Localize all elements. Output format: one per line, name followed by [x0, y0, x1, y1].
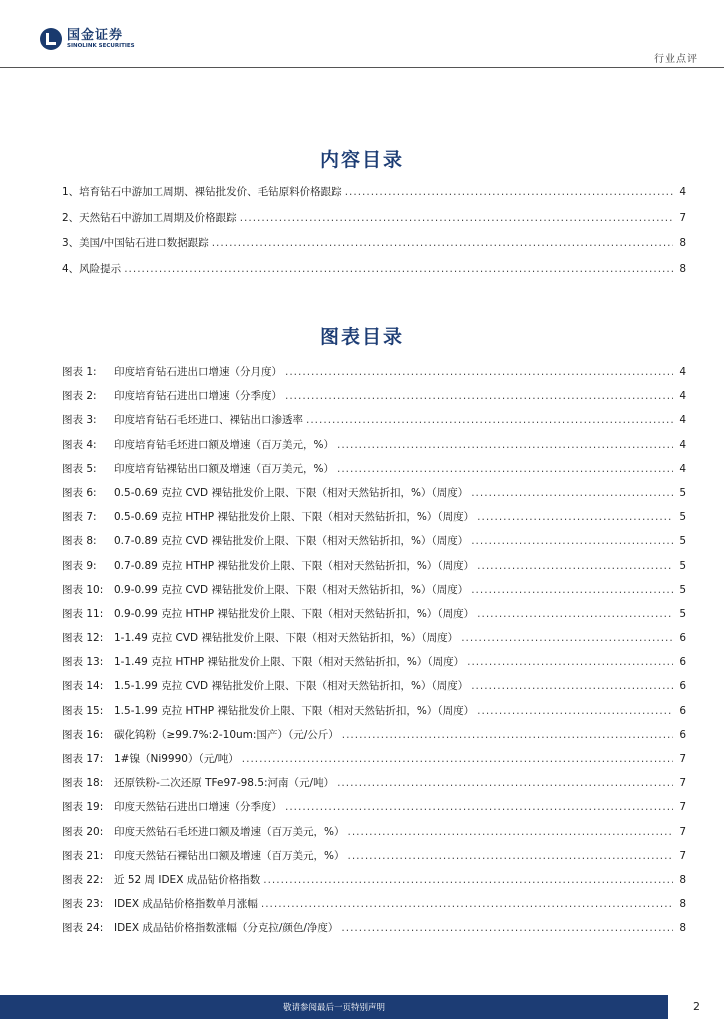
figure-number: 图表 7:: [62, 511, 97, 524]
dot-leader: [471, 535, 673, 547]
entry-page-number: 4: [679, 414, 686, 427]
figure-entry[interactable]: [62, 654, 686, 678]
figure-number: 图表 10:: [62, 583, 104, 596]
figure-entry[interactable]: [62, 872, 686, 896]
entry-page-number: 7: [679, 777, 686, 790]
entry-page-number: 4: [679, 186, 686, 198]
figure-entry[interactable]: [62, 461, 686, 485]
figure-entry[interactable]: [62, 606, 686, 630]
figure-title: 0.7-0.89 克拉 HTHP 裸钻批发价上限、下限（相对天然钻折扣，%）（周度）: [114, 559, 475, 572]
figure-entry[interactable]: [62, 437, 686, 461]
figure-number: 图表 19:: [62, 801, 104, 814]
figure-entry[interactable]: [62, 799, 686, 823]
contents-entry[interactable]: [62, 261, 686, 287]
entry-page-number: 6: [679, 632, 686, 645]
entry-page-number: 6: [679, 728, 686, 741]
logo-english-name: SINOLINK SECURITIES: [67, 42, 135, 49]
dot-leader: [263, 874, 673, 886]
figure-entry[interactable]: [62, 896, 686, 920]
contents-entry[interactable]: [62, 210, 686, 236]
figure-number: 图表 5:: [62, 462, 97, 475]
dot-leader: [242, 753, 673, 765]
entry-page-number: 8: [679, 237, 686, 250]
figure-number: 图表 1:: [62, 366, 97, 378]
figure-number: 图表 8:: [62, 535, 97, 548]
figure-entry[interactable]: [62, 848, 686, 872]
entry-page-number: 4: [679, 438, 686, 451]
entry-page-number: 4: [679, 390, 686, 403]
figure-number: 图表 12:: [62, 632, 104, 645]
entry-page-number: 7: [679, 849, 686, 862]
figure-number: 图表 4:: [62, 438, 97, 451]
dot-leader: [285, 390, 673, 402]
entry-page-number: 6: [679, 680, 686, 693]
figure-number: 图表 17:: [62, 753, 104, 765]
dot-leader: [477, 705, 673, 717]
entry-page-number: 8: [679, 873, 686, 886]
dot-leader: [285, 801, 673, 813]
figure-entry[interactable]: [62, 509, 686, 533]
dot-leader: [337, 463, 673, 475]
contents-entry-label: 3、美国/中国钻石进口数据跟踪: [62, 237, 209, 250]
figure-title: 1-1.49 克拉 CVD 裸钻批发价上限、下限（相对天然钻折扣，%）（周度）: [114, 632, 459, 645]
figure-number: 图表 18:: [62, 777, 104, 790]
page-footer: [0, 995, 724, 1024]
figure-title: 1#镍（Ni9990）（元/吨）: [114, 753, 239, 765]
contents-entry-label: 2、天然钻石中游加工周期及价格跟踪: [62, 211, 237, 224]
dot-leader: [467, 656, 673, 668]
footer-bar: [0, 995, 668, 1019]
dot-leader: [345, 186, 673, 198]
entry-page-number: 8: [679, 922, 686, 935]
dot-leader: [337, 439, 673, 451]
figure-entry[interactable]: [62, 533, 686, 557]
figure-title: 印度培育钻裸钻出口额及增速（百万美元，%）: [114, 462, 334, 475]
figure-entry[interactable]: [62, 582, 686, 606]
dot-leader: [240, 212, 673, 224]
dot-leader: [261, 898, 673, 910]
figure-number: 图表 23:: [62, 898, 104, 911]
dot-leader: [461, 632, 673, 644]
figure-title: 还原铁粉-二次还原 TFe97-98.5:河南（元/吨）: [114, 777, 335, 790]
figure-title: 0.5-0.69 克拉 HTHP 裸钻批发价上限、下限（相对天然钻折扣，%）（周度）: [114, 511, 475, 524]
figure-title: 0.7-0.89 克拉 CVD 裸钻批发价上限、下限（相对天然钻折扣，%）（周度）: [114, 535, 469, 548]
entry-page-number: 7: [679, 753, 686, 765]
page-header: [0, 0, 724, 70]
entry-page-number: 7: [679, 825, 686, 838]
figure-title: 碳化钨粉（≥99.7%:2-10um:国产）（元/公斤）: [114, 728, 339, 741]
figure-title: 0.5-0.69 克拉 CVD 裸钻批发价上限、下限（相对天然钻折扣，%）（周度）: [114, 486, 469, 499]
figure-title: IDEX 成品钻价格指数涨幅（分克拉/颜色/净度）: [114, 922, 339, 935]
figure-number: 图表 16:: [62, 728, 104, 741]
figure-title: 0.9-0.99 克拉 CVD 裸钻批发价上限、下限（相对天然钻折扣，%）（周度）: [114, 583, 469, 596]
contents-entry[interactable]: [62, 184, 686, 210]
contents-entry-label: 1、培育钻石中游加工周期、裸钻批发价、毛钻原料价格跟踪: [62, 186, 342, 198]
figure-number: 图表 13:: [62, 656, 104, 669]
figure-title: 印度培育钻石进出口增速（分季度）: [114, 390, 282, 403]
dot-leader: [347, 850, 673, 862]
figure-number: 图表 14:: [62, 680, 104, 693]
figures-title: 图表目录: [319, 326, 404, 348]
contents-entry[interactable]: [62, 235, 686, 261]
figure-number: 图表 6:: [62, 486, 97, 499]
dot-leader: [212, 237, 673, 249]
figure-entry[interactable]: [62, 678, 686, 702]
figure-entry[interactable]: [62, 558, 686, 582]
footer-disclaimer: 敬请参阅最后一页特别声明: [282, 1003, 385, 1013]
figure-entry[interactable]: [62, 412, 686, 436]
figure-entry[interactable]: [62, 920, 686, 944]
company-logo: [40, 28, 135, 50]
entry-page-number: 8: [679, 898, 686, 911]
figure-entry[interactable]: [62, 751, 686, 775]
page-number: 2: [693, 1000, 700, 1013]
dot-leader: [471, 487, 673, 499]
figure-entry[interactable]: [62, 703, 686, 727]
dot-leader: [341, 922, 673, 934]
header-divider: [0, 67, 724, 68]
figure-title: 印度培育钻毛坯进口额及增速（百万美元，%）: [114, 438, 334, 451]
entry-page-number: 6: [679, 704, 686, 717]
figure-entry[interactable]: [62, 485, 686, 509]
dot-leader: [477, 608, 673, 620]
dot-leader: [337, 777, 673, 789]
dot-leader: [471, 680, 673, 692]
entry-page-number: 5: [679, 486, 686, 499]
entry-page-number: 6: [679, 656, 686, 669]
dot-leader: [306, 414, 673, 426]
dot-leader: [124, 263, 673, 275]
figure-title: 印度天然钻石毛坯进口额及增速（百万美元，%）: [114, 825, 345, 838]
figure-title: 1.5-1.99 克拉 HTHP 裸钻批发价上限、下限（相对天然钻折扣，%）（周度）: [114, 704, 475, 717]
figure-entry[interactable]: [62, 727, 686, 751]
figure-entry[interactable]: [62, 775, 686, 799]
entry-page-number: 4: [679, 462, 686, 475]
logo-chinese-name: 国金证券: [67, 27, 124, 43]
figure-title: 1-1.49 克拉 HTHP 裸钻批发价上限、下限（相对天然钻折扣，%）（周度）: [114, 656, 465, 669]
logo-icon: [40, 28, 62, 50]
figure-title: 印度天然钻石裸钻出口额及增速（百万美元，%）: [114, 849, 345, 862]
figure-title: 近 52 周 IDEX 成品钻价格指数: [114, 873, 261, 886]
figure-entry[interactable]: [62, 630, 686, 654]
dot-leader: [285, 366, 673, 378]
figure-number: 图表 3:: [62, 414, 97, 427]
entry-page-number: 5: [679, 559, 686, 572]
entry-page-number: 7: [679, 801, 686, 814]
contents-title: 内容目录: [319, 149, 404, 171]
figure-number: 图表 15:: [62, 704, 104, 717]
figure-number: 图表 22:: [62, 873, 104, 886]
dot-leader: [477, 511, 673, 523]
figure-entry[interactable]: [62, 824, 686, 848]
figure-entry[interactable]: [62, 364, 686, 388]
figure-number: 图表 21:: [62, 849, 104, 862]
figure-title: 印度培育钻石进出口增速（分月度）: [114, 366, 282, 378]
entry-page-number: 5: [679, 583, 686, 596]
figure-entry[interactable]: [62, 388, 686, 412]
entry-page-number: 5: [679, 511, 686, 524]
figure-number: 图表 24:: [62, 922, 104, 935]
dot-leader: [342, 729, 673, 741]
figure-number: 图表 20:: [62, 825, 104, 838]
entry-page-number: 4: [679, 366, 686, 378]
entry-page-number: 7: [679, 211, 686, 224]
figure-number: 图表 2:: [62, 390, 97, 403]
contents-entry-label: 4、风险提示: [62, 263, 122, 276]
entry-page-number: 5: [679, 535, 686, 548]
figure-title: IDEX 成品钻价格指数单月涨幅: [114, 898, 258, 911]
figure-title: 0.9-0.99 克拉 HTHP 裸钻批发价上限、下限（相对天然钻折扣，%）（周度）: [114, 607, 475, 620]
figure-title: 1.5-1.99 克拉 CVD 裸钻批发价上限、下限（相对天然钻折扣，%）（周度）: [114, 680, 469, 693]
dot-leader: [477, 560, 673, 572]
figure-number: 图表 11:: [62, 607, 104, 620]
report-category: 行业点评: [654, 54, 698, 65]
entry-page-number: 5: [679, 607, 686, 620]
figure-title: 印度培育钻石毛坯进口、裸钻出口渗透率: [114, 414, 303, 427]
dot-leader: [471, 584, 673, 596]
figures-list: [62, 364, 686, 945]
contents-list: [62, 184, 686, 287]
figure-title: 印度天然钻石进出口增速（分季度）: [114, 801, 282, 814]
dot-leader: [347, 826, 673, 838]
entry-page-number: 8: [679, 263, 686, 276]
figure-number: 图表 9:: [62, 559, 97, 572]
